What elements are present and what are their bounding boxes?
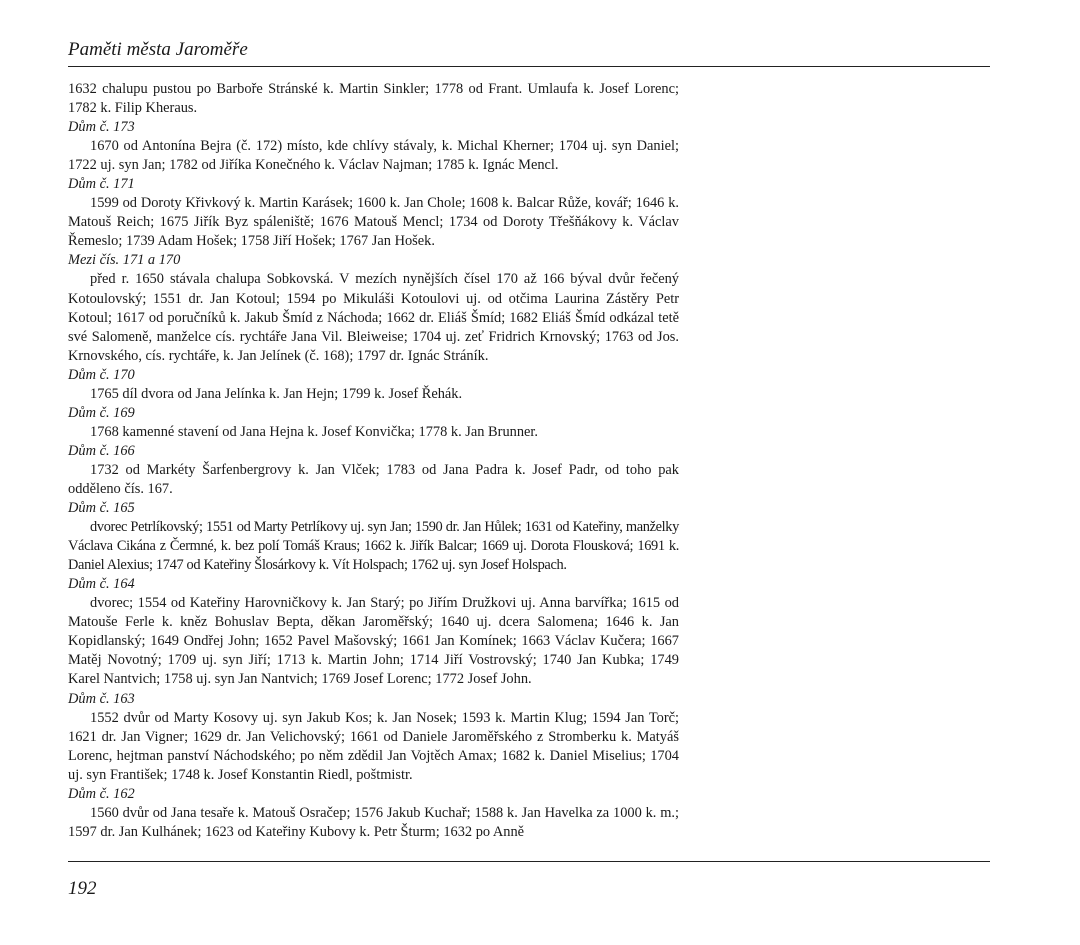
- opening-paragraph: 1632 chalupu pustou po Barboře Stránské k. Martin Sinkler; 1778 od Frant. Umlaufa k. Josef Lorenc; 1782 k. Filip Kheraus.: [68, 81, 679, 117]
- house-entry-text: dvorec; 1554 od Kateřiny Harovničkovy k. Jan Starý; po Jiřím Družkovi uj. Anna barvířka; 1615 od Matouše Ferle k. kněz Bohuslav Bepta, děkan Jaroměřský; 1640 uj. dcera Salomena; 1646 k. Jan Kopidlanský; 1649 Ondřej John; 1652 Pavel Mašovský; 1661 Jan Komínek; 1663 Václav Kučera; 1667 Matěj Novotný; 1709 uj. syn Jiří; 1713 k. Martin John; 1714 Jiří Vostrovský; 1740 Jan Kubka; 1749 Karel Nantvich; 1758 uj. syn Jan Nantvich; 1769 Josef Lorenc; 1772 Josef John.: [68, 595, 679, 688]
- house-heading: Mezi čís. 171 a 170: [68, 252, 181, 269]
- house-entry-text: 1560 dvůr od Jana tesaře k. Matouš Osračep; 1576 Jakub Kuchař; 1588 k. Jan Havelka za 1000 k. m.; 1597 dr. Jan Kulhánek; 1623 od Kateřiny Kubovy k. Petr Šturm; 1632 po Anně: [68, 804, 679, 840]
- running-head-title: Paměti města Jaroměře: [68, 39, 248, 60]
- house-entry-text: před r. 1650 stávala chalupa Sobkovská. V mezích nynějších čísel 170 až 166 býval dvůr řečený Kotoulovský; 1551 dr. Jan Kotoul; 1594 po Mikuláši Kotoulovi uj. od otčima Laurina Zástěry Petr Kotoul; 1617 od poručníků k. Jakub Šmíd z Náchoda; 1662 dr. Eliáš Šmíd; 1682 Eliáš Šmíd odkázal tetě své Salomeně, manželce cís. rychtáře Jana Vil. Bleiweise; 1704 uj. zeť Fridrich Krnovský; 1763 od Jos. Krnovského, cís. rychtáře, k. Jan Jelínek (č. 168); 1797 dr. Ignác Stráník.: [68, 271, 679, 364]
- footer-rule: [68, 861, 990, 862]
- house-heading: Dům č. 169: [68, 404, 135, 421]
- page-number: 192: [68, 878, 97, 899]
- header-rule: [68, 66, 990, 67]
- house-heading: Dům č. 165: [68, 500, 135, 517]
- house-heading: Dům č. 162: [68, 785, 135, 802]
- house-entry-text: 1765 díl dvora od Jana Jelínka k. Jan Hejn; 1799 k. Josef Řehák.: [90, 385, 463, 402]
- house-entry-text: 1732 od Markéty Šarfenbergrovy k. Jan Vlček; 1783 od Jana Padra k. Josef Padr, od toho pak odděleno čís. 167.: [68, 461, 679, 497]
- house-heading: Dům č. 166: [68, 442, 135, 459]
- house-entry-text: dvorec Petrlíkovský; 1551 od Marty Petrlíkovy uj. syn Jan; 1590 dr. Jan Hůlek; 1631 od Kateřiny, manželky Václava Cikána z Čermné, k. bez polí Tomáš Kraus; 1662 k. Jiřík Balcar; 1669 uj. Dorota Flousková; 1691 k. Daniel Alexius; 1747 od Kateřiny Šlosárkovy k. Vít Holspach; 1762 uj. syn Josef Holspach.: [68, 519, 679, 574]
- house-entry-text: 1552 dvůr od Marty Kosovy uj. syn Jakub Kos; k. Jan Nosek; 1593 k. Martin Klug; 1594 Jan Torč; 1621 dr. Jan Vigner; 1629 dr. Jan Velichovský; 1661 od Daniele Jaroměřského z Stromberku k. Matyáš Lorenc, hejtman panství Náchodského; po něm zdědil Jan Vojtěch Amax; 1682 k. Daniel Miselius; 1704 uj. syn František; 1748 k. Josef Konstantin Riedl, poštmistr.: [68, 709, 679, 783]
- house-heading: Dům č. 164: [68, 576, 135, 593]
- page-body: [68, 80, 679, 842]
- house-heading: Dům č. 170: [68, 366, 135, 383]
- house-entry-text: 1768 kamenné stavení od Jana Hejna k. Josef Konvička; 1778 k. Jan Brunner.: [90, 423, 539, 440]
- house-entry-text: 1599 od Doroty Křivkový k. Martin Karásek; 1600 k. Jan Chole; 1608 k. Balcar Růže, kovář; 1646 k. Matouš Reich; 1675 Jiřík Byz spáleniště; 1676 Matouš Mencl; 1734 od Doroty Třešňákovy k. Václav Řemeslo; 1739 Adam Hošek; 1758 Jiří Hošek; 1767 Jan Hošek.: [68, 195, 679, 250]
- house-heading: Dům č. 173: [68, 119, 135, 136]
- house-entry-text: 1670 od Antonína Bejra (č. 172) místo, kde chlívy stávaly, k. Michal Kherner; 1704 uj. syn Daniel; 1722 uj. syn Jan; 1782 od Jiříka Konečného k. Václav Najman; 1785 k. Ignác Mencl.: [68, 138, 679, 174]
- house-heading: Dům č. 171: [68, 176, 135, 193]
- house-heading: Dům č. 163: [68, 690, 135, 707]
